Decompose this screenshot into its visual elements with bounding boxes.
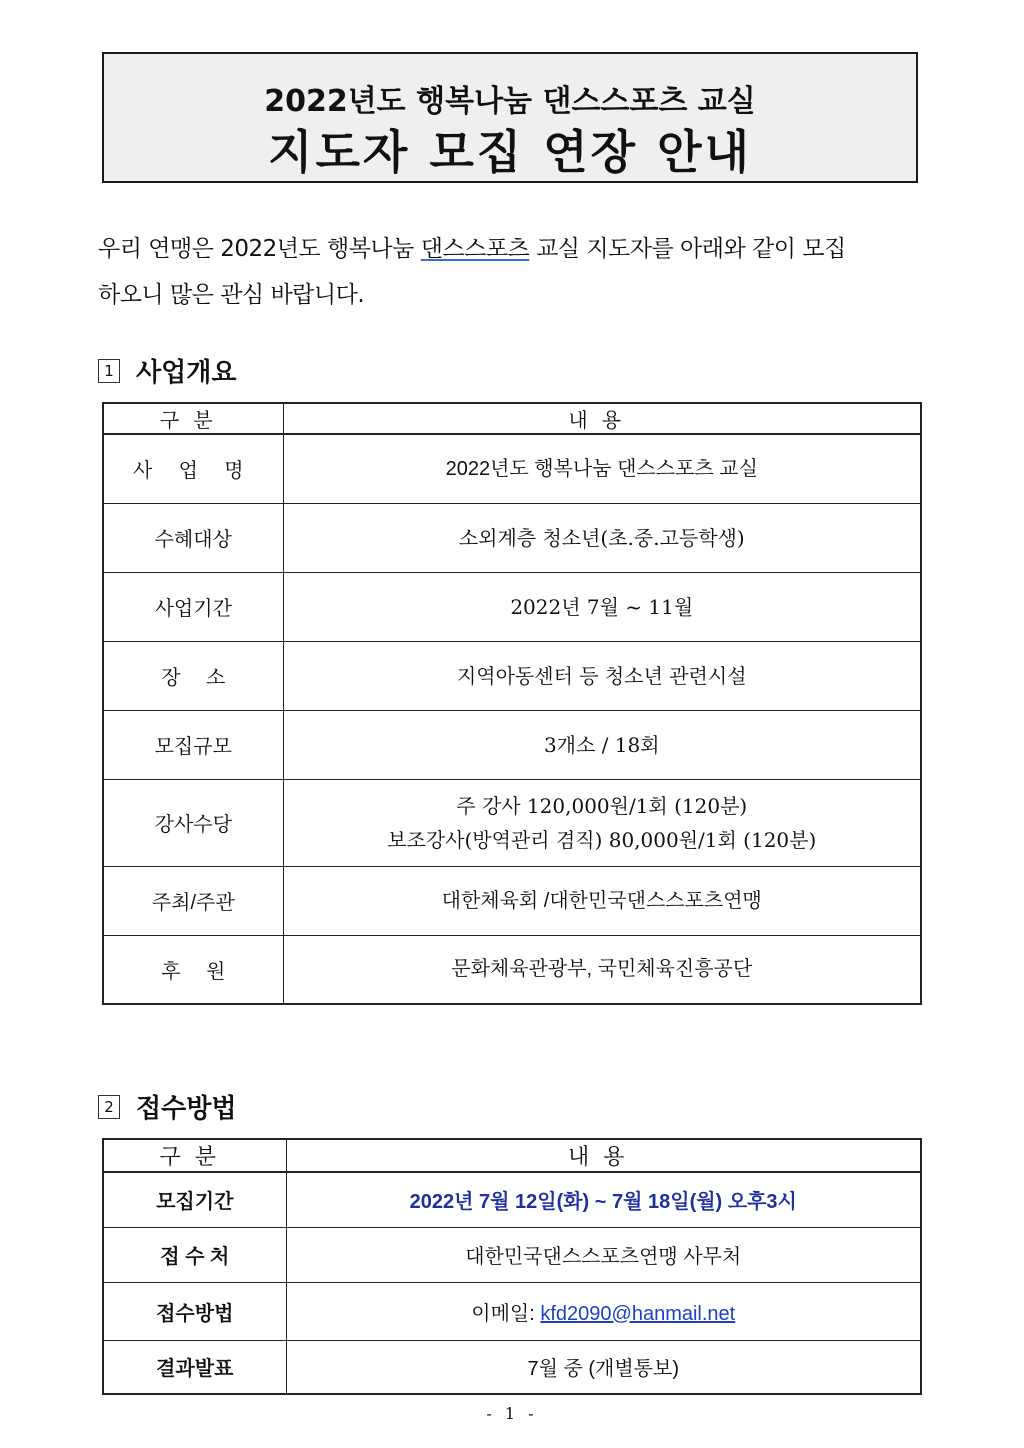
table-row: [103, 1227, 921, 1282]
section-1-heading: [98, 352, 236, 389]
table-header-row: [103, 1139, 921, 1172]
row-label: 접수방법: [103, 1282, 286, 1340]
row-label: 모집규모: [103, 710, 283, 779]
value-line-1: 주 강사 120,000원/1회 (120분): [456, 793, 748, 818]
value-line-2: 보조강사(방역관리 겸직) 80,000원/1회 (120분): [387, 827, 817, 852]
table-row: [103, 641, 921, 710]
row-label: 모집기간: [103, 1172, 286, 1227]
intro-text-2: 교실 지도자를 아래와 같이 모집: [529, 236, 846, 262]
section-1-title: 사업개요: [136, 358, 237, 388]
table-row: [103, 434, 921, 503]
row-value: 3개소 / 18회: [283, 710, 921, 779]
application-method-table: [102, 1138, 922, 1395]
row-label: 주최/주관: [103, 866, 283, 935]
row-label: 강사수당: [103, 779, 283, 866]
intro-text-3: 하오니 많은 관심 바랍니다.: [98, 282, 365, 308]
table-row: [103, 1282, 921, 1340]
table-row: [103, 503, 921, 572]
row-value: 7월 중 (개별통보): [286, 1340, 921, 1394]
row-value: 문화체육관광부, 국민체육진흥공단: [283, 935, 921, 1004]
header-category: 구분: [103, 403, 283, 434]
section-2-number: 2: [98, 1095, 120, 1119]
intro-text-1: 우리 연맹은 2022년도 행복나눔: [98, 236, 421, 262]
intro-underlined: 댄스스포츠: [420, 236, 530, 262]
row-label: 사 업 명: [103, 434, 283, 503]
email-link[interactable]: kfd2090@hanmail.net: [540, 1302, 736, 1325]
table-row: [103, 710, 921, 779]
row-label: 장 소: [103, 641, 283, 710]
row-value: 지역아동센터 등 청소년 관련시설: [283, 641, 921, 710]
row-value: 대한민국댄스스포츠연맹 사무처: [286, 1227, 921, 1282]
row-label: 접 수 처: [103, 1227, 286, 1282]
header-content: 내용: [283, 403, 921, 434]
header-category: 구분: [103, 1139, 286, 1172]
business-overview-table: [102, 402, 922, 1005]
row-value: 대한체육회 /대한민국댄스스포츠연맹: [283, 866, 921, 935]
table-row: [103, 779, 921, 866]
table-row: [103, 1340, 921, 1394]
row-label: 수혜대상: [103, 503, 283, 572]
row-value-multi: [283, 779, 921, 866]
table-row: [103, 1172, 921, 1227]
title-line-2: 지도자 모집 연장 안내: [268, 125, 752, 179]
row-value: [286, 1282, 921, 1340]
row-label: 후 원: [103, 935, 283, 1004]
header-content: 내용: [286, 1139, 921, 1172]
row-label: 결과발표: [103, 1340, 286, 1394]
row-value: 2022년도 행복나눔 댄스스포츠 교실: [283, 434, 921, 503]
recruitment-period-value: 2022년 7월 12일(화) ~ 7월 18일(월) 오후3시: [286, 1172, 921, 1227]
email-prefix: 이메일:: [471, 1302, 541, 1325]
title-line-1: 2022년도 행복나눔 댄스스포츠 교실: [264, 84, 756, 119]
section-1-number: 1: [98, 359, 120, 383]
table-row: [103, 572, 921, 641]
intro-paragraph: [98, 226, 928, 318]
table-row: [103, 866, 921, 935]
row-value: 소외계층 청소년(초.중.고등학생): [283, 503, 921, 572]
section-2-title: 접수방법: [136, 1094, 237, 1124]
table-header-row: [103, 403, 921, 434]
table-row: [103, 935, 921, 1004]
title-box: [102, 52, 918, 183]
row-value: 2022년 7월 ~ 11월: [283, 572, 921, 641]
section-2-heading: [98, 1088, 236, 1125]
row-label: 사업기간: [103, 572, 283, 641]
page-number: - 1 -: [486, 1404, 538, 1423]
